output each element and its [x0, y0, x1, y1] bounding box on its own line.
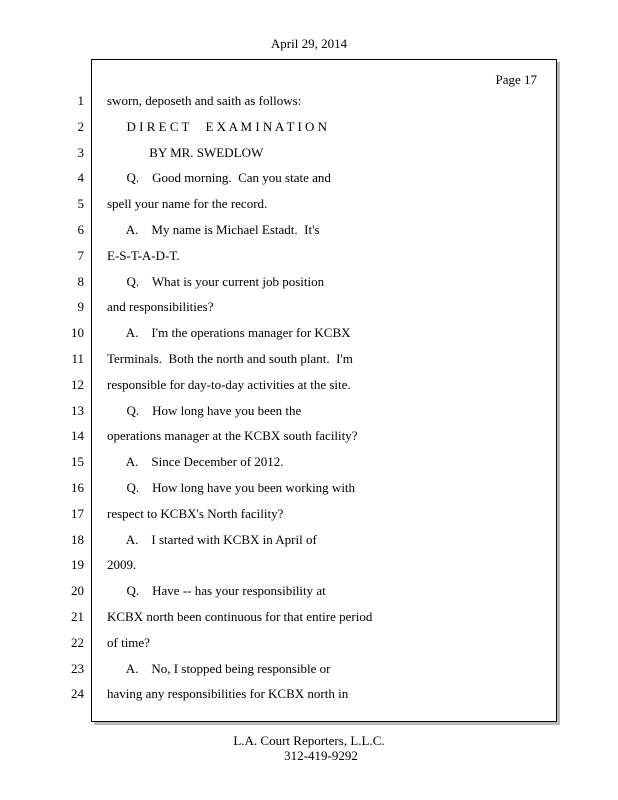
- line-number: 12: [71, 376, 84, 392]
- line-number: 18: [71, 531, 84, 547]
- transcript-line: Q. How long have you been the: [107, 402, 302, 418]
- transcript-line: of time?: [107, 634, 150, 650]
- line-number: 5: [77, 196, 84, 212]
- transcript-line: and responsibilities?: [107, 299, 214, 315]
- transcript-line: Q. Good morning. Can you state and: [107, 170, 331, 186]
- transcript-line: respect to KCBX's North facility?: [107, 505, 284, 521]
- line-number: 11: [71, 350, 84, 366]
- line-number: 4: [77, 170, 84, 186]
- line-number-column: [60, 93, 84, 712]
- transcript-line: spell your name for the record.: [107, 196, 268, 212]
- transcript-line: A. I'm the operations manager for KCBX: [107, 325, 351, 341]
- transcript-line: E-S-T-A-D-T.: [107, 247, 180, 263]
- footer-company-name: L.A. Court Reporters, L.L.C.: [233, 733, 385, 748]
- transcript-line: A. My name is Michael Estadt. It's: [107, 221, 320, 237]
- transcript-body: [107, 93, 547, 712]
- transcript-line: BY MR. SWEDLOW: [107, 144, 264, 160]
- line-number: 24: [71, 686, 84, 702]
- transcript-line: responsible for day-to-day activities at the site.: [107, 376, 351, 392]
- header-date: April 29, 2014: [270, 36, 348, 51]
- line-number: 9: [77, 299, 84, 315]
- transcript-line: Q. How long have you been working with: [107, 479, 356, 495]
- footer: [0, 733, 618, 763]
- line-number: 13: [71, 402, 84, 418]
- line-number: 23: [71, 660, 84, 676]
- line-number: 1: [77, 93, 84, 108]
- transcript-line: Q. What is your current job position: [107, 273, 325, 289]
- transcript-line: Terminals. Both the north and south plant. I'm: [107, 350, 353, 366]
- line-number: 19: [71, 557, 84, 573]
- transcript-line: operations manager at the KCBX south facility?: [107, 428, 358, 444]
- line-number: 8: [77, 273, 84, 289]
- transcript-line: A. Since December of 2012.: [107, 454, 284, 470]
- line-number: 21: [71, 608, 84, 624]
- transcript-line: 2009.: [107, 557, 137, 573]
- line-number: 20: [71, 583, 84, 599]
- line-number: 7: [77, 247, 84, 263]
- line-number: 15: [71, 454, 84, 470]
- line-number: 22: [71, 634, 84, 650]
- transcript-line: sworn, deposeth and saith as follows:: [107, 93, 302, 108]
- line-number: 16: [71, 479, 84, 495]
- transcript-line: A. I started with KCBX in April of: [107, 531, 317, 547]
- footer-phone-number: 312-419-9292: [284, 748, 358, 763]
- page-number: Page 17: [495, 72, 537, 87]
- transcript-line: D I R E C T E X A M I N A T I O N: [107, 118, 328, 134]
- line-number: 6: [77, 221, 84, 237]
- transcript-line: A. No, I stopped being responsible or: [107, 660, 331, 676]
- line-number: 17: [71, 505, 84, 521]
- transcript-line: KCBX north been continuous for that entire period: [107, 608, 373, 624]
- line-number: 10: [71, 325, 84, 341]
- transcript-line: Q. Have -- has your responsibility at: [107, 583, 326, 599]
- line-number: 2: [77, 118, 84, 134]
- transcript-line: having any responsibilities for KCBX north in: [107, 686, 349, 702]
- line-number: 14: [71, 428, 84, 444]
- line-number: 3: [77, 144, 84, 160]
